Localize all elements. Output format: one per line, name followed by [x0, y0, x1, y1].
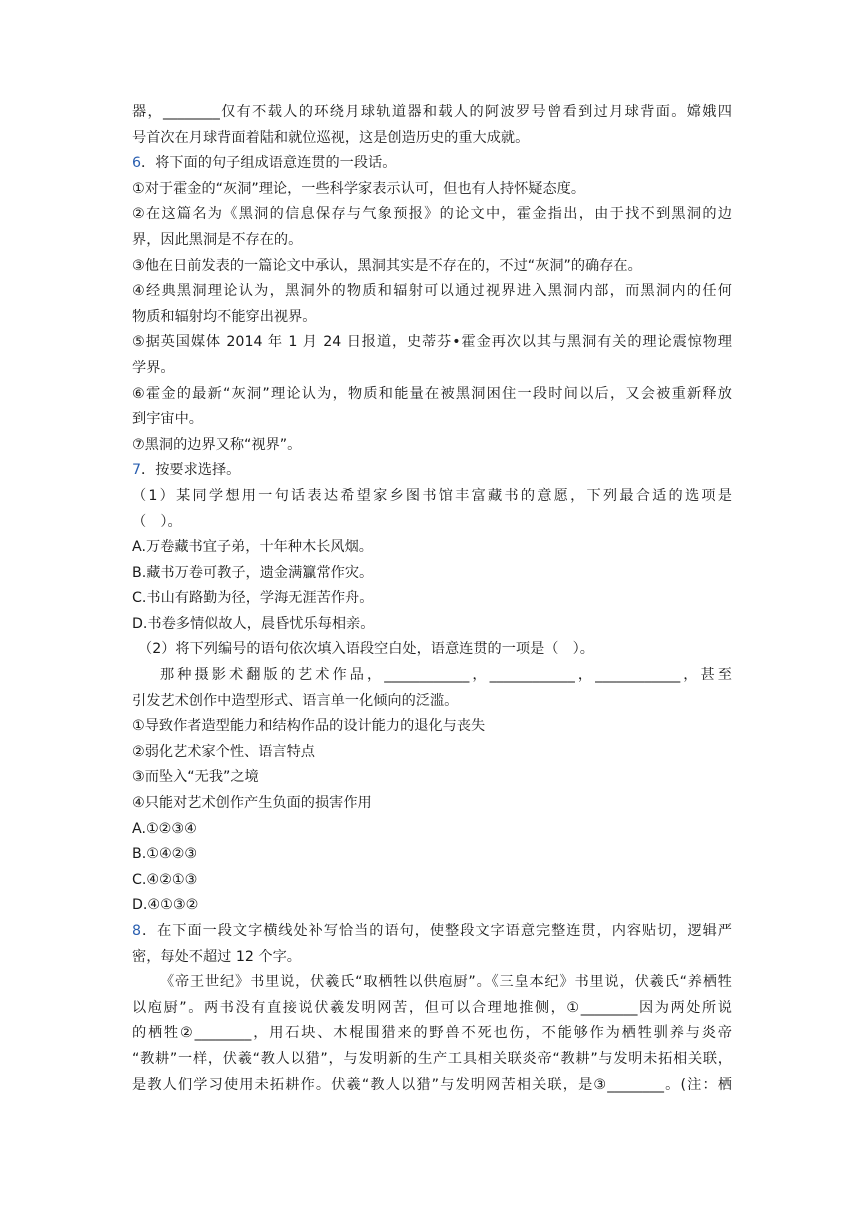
passage-line: “教耕”一样，伏羲“教人以猎”，与发明新的生产工具相关联炎帝“教耕”与发明未拓相关联，: [132, 1050, 732, 1067]
option-b: B.藏书万卷可教子，遗金满籯常作灾。: [132, 564, 374, 581]
passage-line: 《帝王世纪》书里说，伏羲氏“取栖牲以供庖厨”。《三皇本纪》书里说，伏羲氏“养栖牲: [160, 974, 732, 991]
sentence-item: ①导致作者造型能力和结构作品的设计能力的退化与丧失: [132, 718, 486, 735]
option-c: C.④②①③: [132, 871, 198, 888]
text-line: 号首次在月球背面着陆和就位巡视，这是创造历史的重大成就。: [132, 129, 530, 146]
sentence-item: ④经典黑洞理论认为，黑洞外的物质和辐射可以通过视界进入黑洞内部，而黑洞内的任何: [132, 283, 732, 300]
passage-line: 引发艺术创作中造型形式、语言单一化倾向的泛滥。: [132, 692, 459, 709]
sentence-item: ④只能对艺术创作产生负面的损害作用: [132, 795, 372, 812]
question-8-heading: 8．在下面一段文字横线处补写恰当的语句，使整段文字语意完整连贯，内容贴切，逻辑严: [132, 923, 732, 939]
sentence-item: ⑥霍金的最新“灰洞”理论认为，物质和能量在被黑洞困住一段时间以后，又会被重新释放: [132, 385, 732, 402]
text-line: 密，每处不超过 12 个字。: [132, 948, 301, 965]
passage-line: 的栖牲②________，用石块、木棍围猎来的野兽不死也伤，不能够作为栖牲驯养与炎帝: [132, 1025, 732, 1042]
option-a: A.①②③④: [132, 820, 197, 837]
passage-line: 是教人们学习使用未拓耕作。伏羲“教人以猎”与发明网苦相关联，是③________。(注：栖: [132, 1076, 732, 1093]
question-number: 6: [132, 155, 142, 172]
text-line: （ ）。: [132, 513, 182, 530]
passage-line: 那种摄影术翻版的艺术作品，____________，____________，____________，甚至: [160, 667, 732, 684]
text-line: 物质和辐射均不能穿出视界。: [132, 308, 317, 325]
passage-line: 以庖厨”。两书没有直接说伏羲发明网苦，但可以合理地推侧，①________因为两处所说: [132, 999, 732, 1016]
option-d: D.④①③②: [132, 897, 199, 914]
sentence-item: ②在这篇名为《黑洞的信息保存与气象预报》的论文中，霍金指出，由于找不到黑洞的边: [132, 206, 732, 223]
text-line: 界，因此黑洞是不存在的。: [132, 231, 303, 248]
sentence-item: ⑦黑洞的边界又称“视界”。: [132, 436, 302, 453]
sentence-item: ③他在日前发表的一篇论文中承认，黑洞其实是不存在的，不过“灰洞”的确存在。: [132, 257, 642, 274]
question-6-heading: 6．将下面的句子组成语意连贯的一段话。: [132, 155, 397, 172]
sentence-item: ①对于霍金的“灰洞”理论，一些科学家表示认可，但也有人持怀疑态度。: [132, 180, 586, 197]
subquestion-1: （1）某同学想用一句话表达希望家乡图书馆丰富藏书的意愿，下列最合适的选项是: [132, 487, 732, 504]
sentence-item: ②弱化艺术家个性、语言特点: [132, 743, 315, 760]
text-line: 器，________仅有不载人的环绕月球轨道器和载人的阿波罗号曾看到过月球背面。嫦娥四: [132, 104, 732, 120]
document-body: [132, 100, 732, 1098]
text-line: 到宇宙中。: [132, 411, 203, 428]
question-7-heading: 7．按要求选择。: [132, 462, 241, 479]
option-b: B.①④②③: [132, 846, 198, 863]
question-number: 7: [132, 462, 142, 479]
option-a: A.万卷藏书宜子弟，十年种木长风烟。: [132, 539, 373, 556]
text-line: 学界。: [132, 359, 175, 376]
option-d: D.书卷多情似故人，晨昏忧乐每相亲。: [132, 615, 375, 632]
question-number: 8: [132, 923, 142, 939]
sentence-item: ⑤据英国媒体 2014 年 1 月 24 日报道，史蒂芬•霍金再次以其与黑洞有关的理论震惊物理: [132, 334, 732, 351]
option-c: C.书山有路勤为径，学海无涯苦作舟。: [132, 590, 374, 607]
subquestion-2: （2）将下列编号的语句依次填入语段空白处，语意连贯的一项是（ ）。: [138, 641, 594, 658]
sentence-item: ③而坠入“无我”之境: [132, 769, 259, 786]
